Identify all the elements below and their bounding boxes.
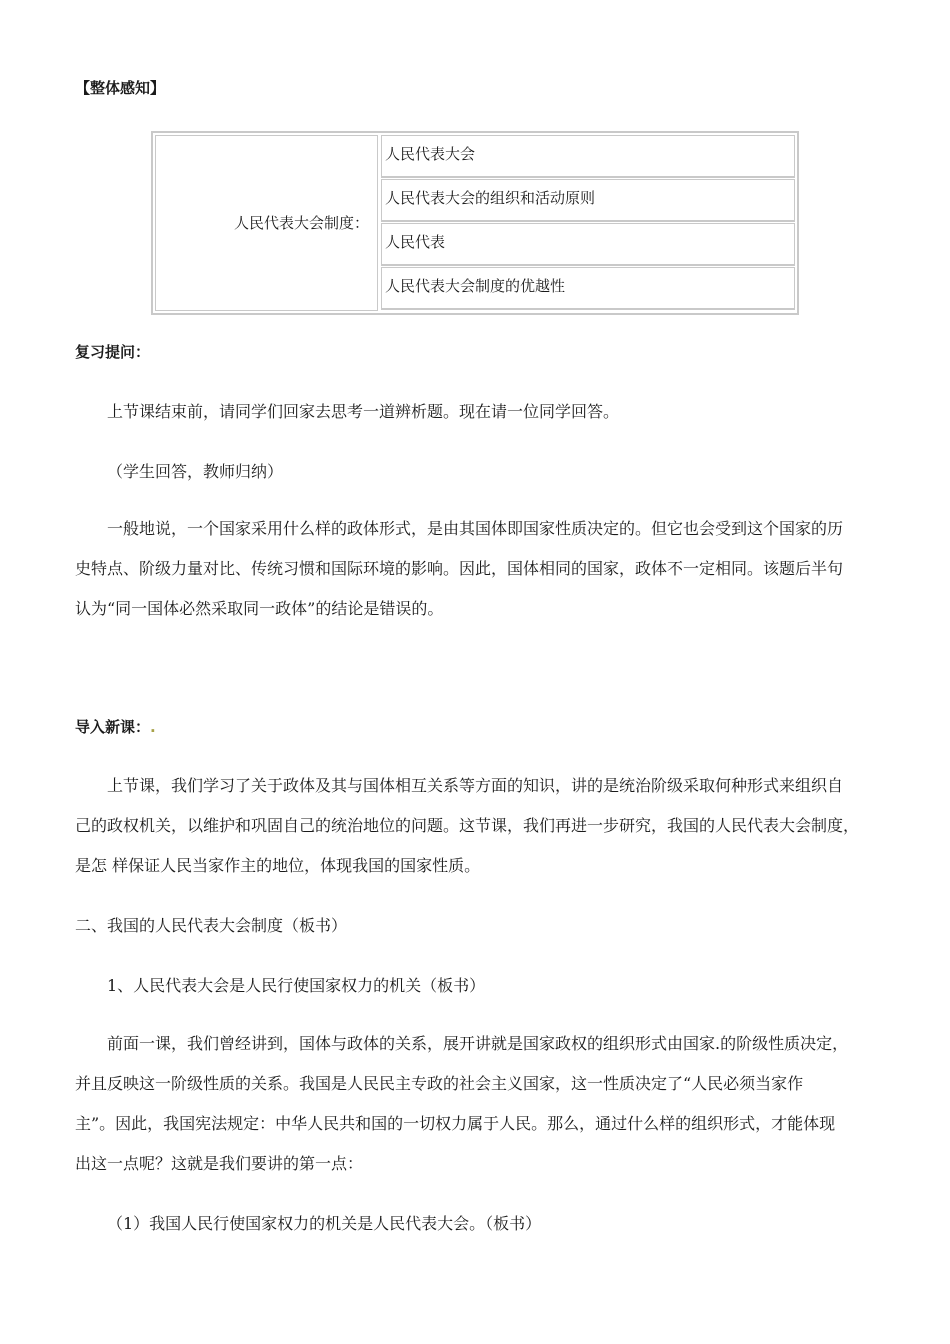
outline-row bbox=[381, 223, 795, 266]
section-2-heading: 二、我国的人民代表大会制度（板书） bbox=[75, 916, 348, 935]
intro-paragraph-line: 己的政权机关，以维护和巩固自己的统治地位的问题。这节课，我们再进一步研究，我国的人民代表大会制度， bbox=[75, 816, 860, 835]
review-paragraph-3-line: 一般地说，一个国家采用什么样的政体形式，是由其国体即国家性质决定的。但它也会受到这个国家的历 bbox=[107, 519, 844, 538]
intro-paragraph-line: 上节课，我们学习了关于政体及其与国体相互关系等方面的知识，讲的是统治阶级采取何种形式来组织自 bbox=[107, 776, 844, 795]
outline-item: 人民代表大会的组织和活动原则 bbox=[385, 189, 596, 207]
body-paragraph-line: 主”。因此，我国宪法规定：中华人民共和国的一切权力属于人民。那么，通过什么样的组织形式，才能体现 bbox=[75, 1114, 836, 1133]
outline-row bbox=[381, 135, 795, 178]
intro-heading bbox=[75, 716, 156, 737]
review-paragraph-3-line: 认为“同一国体必然采取同一政体”的结论是错误的。 bbox=[75, 599, 444, 618]
outline-left-label: 人民代表大会制度： bbox=[233, 214, 369, 232]
body-paragraph-line: 并且反映这一阶级性质的关系。我国是人民民主专政的社会主义国家，这一性质决定了“人民必须当家作 bbox=[75, 1074, 804, 1093]
review-paragraph-2: （学生回答，教师归纳） bbox=[107, 462, 284, 481]
review-paragraph-1: 上节课结束前，请同学们回家去思考一道辨析题。现在请一位同学回答。 bbox=[107, 402, 620, 421]
outline-left-cell bbox=[155, 135, 378, 311]
review-heading: 复习提问： bbox=[75, 343, 151, 361]
outline-item: 人民代表 bbox=[385, 233, 446, 251]
body-paragraph-line: 前面一课，我们曾经讲到，国体与政体的关系，展开讲就是国家政权的组织形式由国家.的阶级性质决定， bbox=[107, 1034, 849, 1053]
outline-row bbox=[381, 179, 795, 222]
intro-heading-text: 导入新课： bbox=[75, 718, 151, 736]
intro-heading-mark: . bbox=[150, 718, 156, 736]
section-heading-overview: 【整体感知】 bbox=[75, 79, 166, 97]
subpoint-1: （1）我国人民行使国家权力的机关是人民代表大会。（板书） bbox=[107, 1214, 542, 1233]
outline-row bbox=[381, 267, 795, 310]
outline-table bbox=[151, 131, 799, 315]
point-1-heading: 1、人民代表大会是人民行使国家权力的机关（板书） bbox=[107, 976, 486, 995]
outline-item: 人民代表大会制度的优越性 bbox=[385, 277, 566, 295]
outline-item: 人民代表大会 bbox=[385, 145, 476, 163]
body-paragraph-line: 出这一点呢？这就是我们要讲的第一点： bbox=[75, 1154, 364, 1173]
review-paragraph-3-line: 史特点、阶级力量对比、传统习惯和国际环境的影响。因此，国体相同的国家，政体不一定相同。该题后半句 bbox=[75, 559, 844, 578]
intro-paragraph-line: 是怎 样保证人民当家作主的地位，体现我国的国家性质。 bbox=[75, 856, 481, 875]
